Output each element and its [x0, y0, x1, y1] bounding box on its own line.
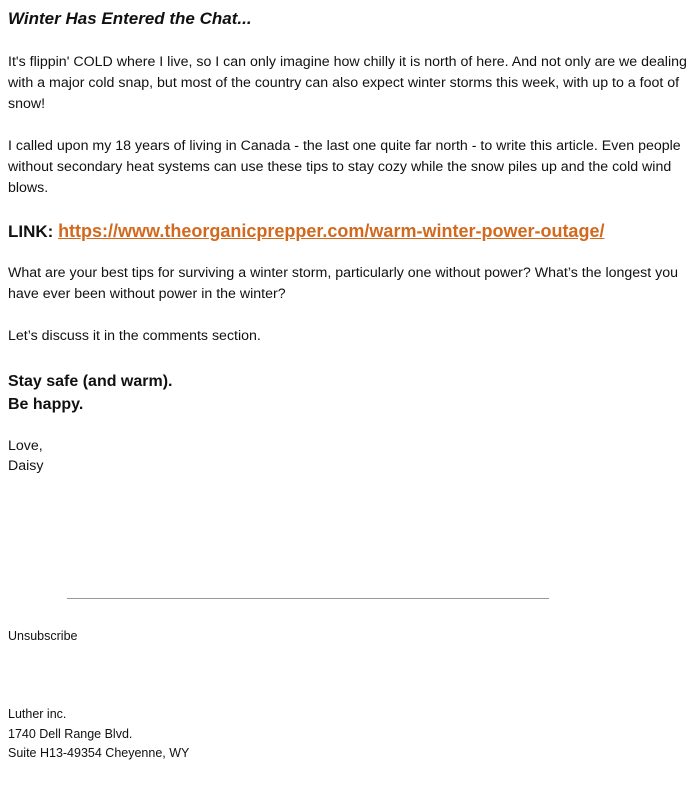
closing-line-1: Stay safe (and warm). — [8, 373, 173, 390]
closing-line-2: Be happy. — [8, 396, 84, 413]
footer-divider — [67, 598, 549, 599]
discussion-paragraph: Let’s discuss it in the comments section. — [8, 328, 261, 344]
closing-message — [8, 370, 173, 416]
signoff-love: Love, — [8, 438, 43, 454]
unsubscribe-link[interactable]: Unsubscribe — [8, 629, 78, 643]
company-address — [8, 705, 189, 764]
company-name: Luther inc. — [8, 707, 67, 721]
intro-paragraph: It's flippin' COLD where I live, so I can only imagine how chilly it is north of here. And not only are we dealing with a major cold snap, but most of the country can also expect winter storms this week, with up to a foot of snow! — [8, 54, 687, 112]
question-paragraph: What are your best tips for surviving a winter storm, particularly one without power? What’s the longest you have ever been without power in the winter? — [8, 265, 679, 302]
link-label: LINK: — [8, 222, 54, 241]
email-title: Winter Has Entered the Chat... — [8, 9, 252, 28]
article-link[interactable]: https://www.theorganicprepper.com/warm-winter-power-outage/ — [58, 221, 605, 241]
signoff — [8, 436, 43, 476]
address-line-2: Suite H13-49354 Cheyenne, WY — [8, 746, 190, 760]
address-line-1: 1740 Dell Range Blvd. — [8, 726, 133, 741]
article-link-line — [8, 220, 604, 243]
signoff-name: Daisy — [8, 458, 44, 474]
article-paragraph: I called upon my 18 years of living in Canada - the last one quite far north - to write this article. Even people without secondary heat systems can use these tips to stay cozy while the snow piles up and the cold wind blows. — [8, 138, 681, 196]
